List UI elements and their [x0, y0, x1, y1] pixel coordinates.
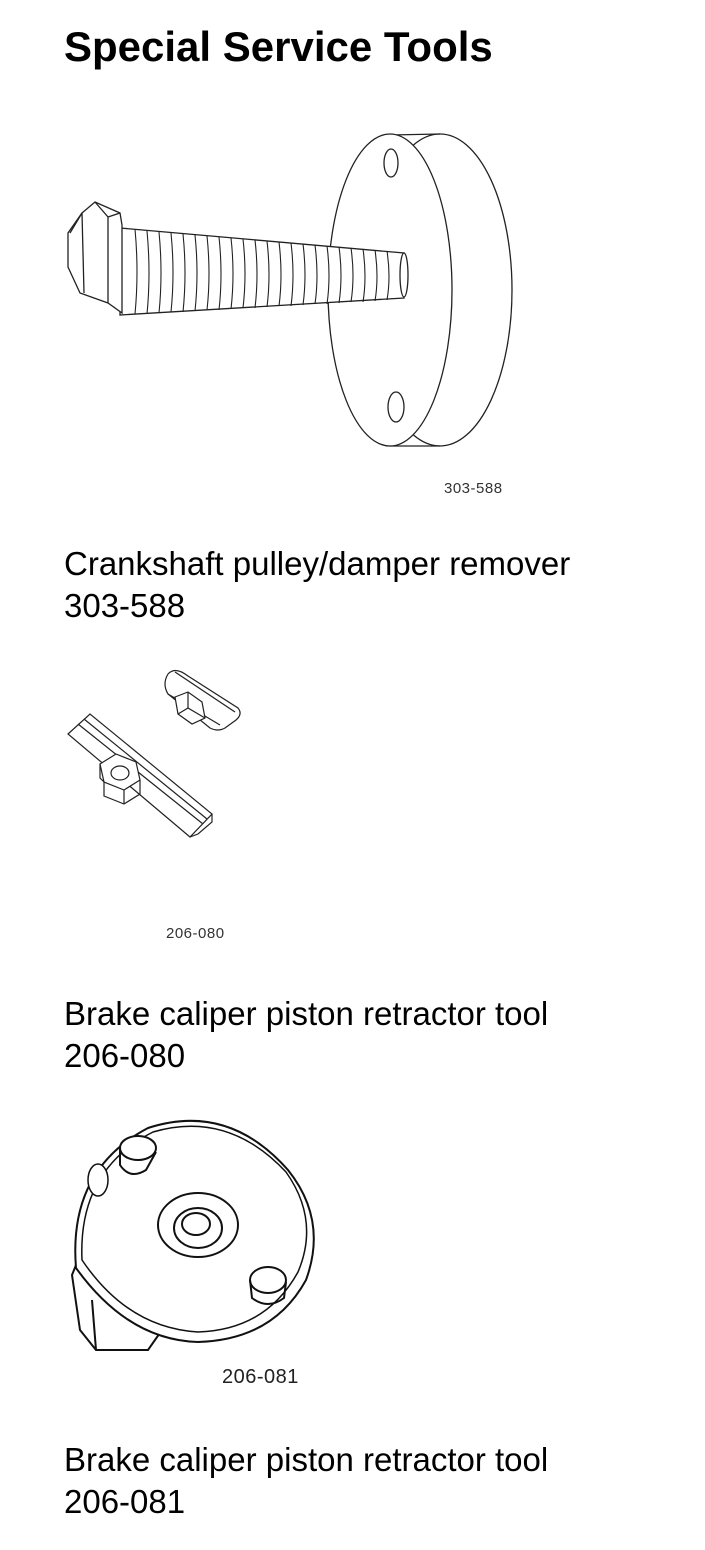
- caliper-piston-retractor-icon: [60, 662, 250, 857]
- caliper-piston-retractor-disc-icon: [58, 1110, 323, 1360]
- tool-description: [64, 993, 548, 1077]
- figure-label: 206-080: [166, 925, 225, 942]
- page-title: Special Service Tools: [64, 23, 493, 70]
- figure-label: 303-588: [444, 480, 503, 497]
- tool-description: [64, 543, 570, 627]
- tool-name: Brake caliper piston retractor tool: [64, 995, 549, 1032]
- tool-name: Brake caliper piston retractor tool: [64, 1441, 549, 1478]
- figure-label: 206-081: [222, 1366, 299, 1388]
- pulley-damper-remover-icon: [60, 125, 520, 455]
- tool-description: [64, 1439, 548, 1523]
- tool-part-number: 303-588: [64, 587, 186, 624]
- tool-part-number: 206-081: [64, 1483, 186, 1520]
- tool-name: Crankshaft pulley/damper remover: [64, 545, 571, 582]
- tool-part-number: 206-080: [64, 1037, 186, 1074]
